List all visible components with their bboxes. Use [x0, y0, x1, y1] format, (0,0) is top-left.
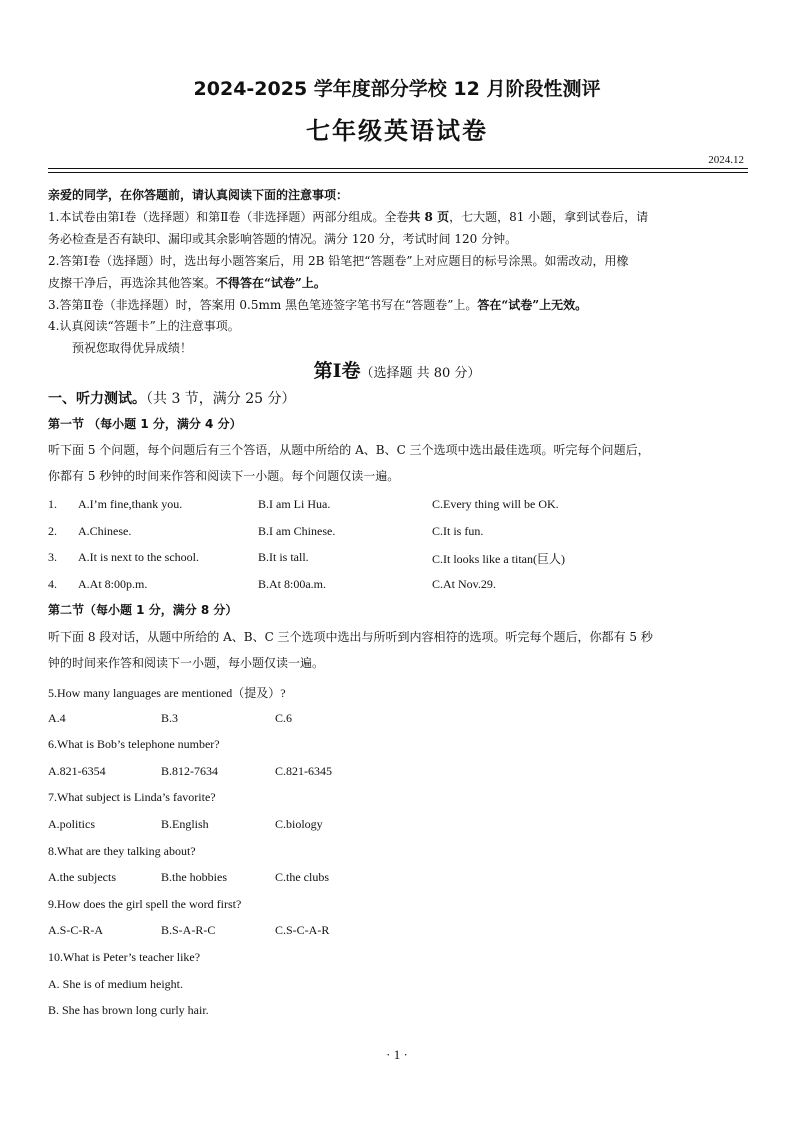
option-c: C.biology — [275, 817, 323, 831]
question-text: 6.What is Bob’s telephone number? — [48, 737, 220, 751]
part-1-heading — [0, 356, 794, 383]
notice-intro: 亲爱的同学，在你答题前，请认真阅读下面的注意事项： — [48, 188, 349, 202]
option-a: A.politics — [48, 817, 95, 831]
option-b: B.S-A-R-C — [161, 923, 216, 937]
header-rule-thick — [48, 172, 748, 173]
notice-item-1-text-cont: ，七大题，81 小题，拿到试卷后，请 — [449, 210, 649, 224]
option-c: C.It is fun. — [432, 524, 484, 538]
question-number: 4. — [48, 577, 57, 591]
option-c: C.6 — [275, 711, 293, 725]
option-a: A.the subjects — [48, 870, 116, 884]
option-c: C.Every thing will be OK. — [432, 497, 559, 511]
option-b: B.the hobbies — [161, 870, 227, 884]
subsection-2-title: 第二节（每小题 1 分，满分 8 分） — [48, 603, 238, 617]
notice-item-3-warning: 答在“试卷”上无效。 — [477, 298, 588, 312]
page-number: · 1 · — [386, 1047, 408, 1062]
part-1-title: 第Ⅰ卷 — [313, 360, 361, 382]
subsection-1-instructions: 听下面 5 个问题，每个问题后有三个答语，从题中所给的 A、B、C 三个选项中选出最佳选项。听完每个问题后， — [48, 443, 650, 457]
section-1-heading — [48, 388, 296, 408]
option-c: C.At Nov.29. — [432, 577, 496, 591]
question-number: 2. — [48, 524, 57, 538]
option-a: A.I’m fine,thank you. — [78, 497, 183, 511]
option-a: A. She is of medium height. — [48, 977, 183, 991]
option-b: B.English — [161, 817, 209, 831]
option-a: A.821-6354 — [48, 764, 106, 778]
notice-item-2-warning: 不得答在“试卷”上。 — [216, 276, 326, 290]
section-1-note: （共 3 节，满分 25 分） — [146, 391, 296, 407]
exam-title: 2024-2025 学年度部分学校 12 月阶段性测评 — [193, 78, 601, 100]
notice-item-1-line-2: 务必检查是否有缺印、漏印或其余影响答题的情况。满分 120 分，考试时间 120 分钟。 — [48, 232, 518, 246]
question-text: 8.What are they talking about? — [48, 844, 196, 858]
question-number: 3. — [48, 550, 57, 564]
option-a: A.4 — [48, 711, 66, 725]
notice-item-2-text: 皮擦干净后，再选涂其他答案。 — [48, 276, 217, 290]
subsection-2-instructions: 听下面 8 段对话，从题中所给的 A、B、C 三个选项中选出与所听到内容相符的选项。听完每个题后，你都有 5 秒 — [48, 630, 653, 644]
option-c: C.S-C-A-R — [275, 923, 330, 937]
option-a: A.It is next to the school. — [78, 550, 199, 564]
notice-item-2-line-2 — [48, 275, 326, 291]
option-b: B.I am Li Hua. — [258, 497, 331, 511]
option-a: A.At 8:00p.m. — [78, 577, 148, 591]
question-text: 7.What subject is Linda’s favorite? — [48, 790, 216, 804]
notice-page-count: 共 8 页 — [408, 210, 450, 224]
notice-item-2: 2.答第Ⅰ卷（选择题）时，选出每小题答案后，用 2B 铅笔把“答题卷”上对应题目的标号涂黑。如需改动，用橡 — [48, 254, 629, 268]
option-b: B.It is tall. — [258, 550, 309, 564]
notice-item-4: 4.认真阅读“答题卡”上的注意事项。 — [48, 319, 240, 333]
exam-date: 2024.12 — [708, 154, 744, 166]
option-b: B.812-7634 — [161, 764, 218, 778]
option-c: C.the clubs — [275, 870, 329, 884]
exam-subtitle: 七年级英语试卷 — [306, 117, 488, 145]
question-text: 10.What is Peter’s teacher like? — [48, 950, 201, 964]
notice-item-1-text: 1.本试卷由第Ⅰ卷（选择题）和第Ⅱ卷（非选择题）两部分组成。全卷 — [48, 210, 409, 224]
subsection-1-instructions-line-2: 你都有 5 秒钟的时间来作答和阅读下一小题。每个问题仅读一遍。 — [48, 469, 400, 483]
question-text: 5.How many languages are mentioned（提及）? — [48, 686, 286, 700]
option-b: B.I am Chinese. — [258, 524, 336, 538]
subsection-2-instructions-line-2: 钟的时间来作答和阅读下一小题，每小题仅读一遍。 — [48, 656, 325, 670]
section-1-title: 一、听力测试。 — [48, 391, 146, 407]
header-rule-thin — [48, 168, 748, 169]
option-a: A.Chinese. — [78, 524, 132, 538]
option-b: B. She has brown long curly hair. — [48, 1003, 209, 1017]
question-text: 9.How does the girl spell the word first? — [48, 897, 242, 911]
option-b: B.3 — [161, 711, 179, 725]
notice-item-3-text: 3.答第Ⅱ卷（非选择题）时，答案用 0.5mm 黑色笔迹签字笔书写在“答题卷”上。 — [48, 298, 478, 312]
question-number: 1. — [48, 497, 57, 511]
option-a: A.S-C-R-A — [48, 923, 104, 937]
subsection-1-title: 第一节 （每小题 1 分，满分 4 分） — [48, 417, 242, 431]
notice-wish: 预祝您取得优异成绩！ — [72, 341, 193, 355]
option-c: C.821-6345 — [275, 764, 332, 778]
option-b: B.At 8:00a.m. — [258, 577, 326, 591]
option-c: C.It looks like a titan(巨人) — [432, 552, 565, 566]
notice-item-1 — [48, 209, 648, 225]
part-1-note: （选择题 共 80 分） — [360, 366, 481, 381]
notice-item-3 — [48, 297, 587, 313]
